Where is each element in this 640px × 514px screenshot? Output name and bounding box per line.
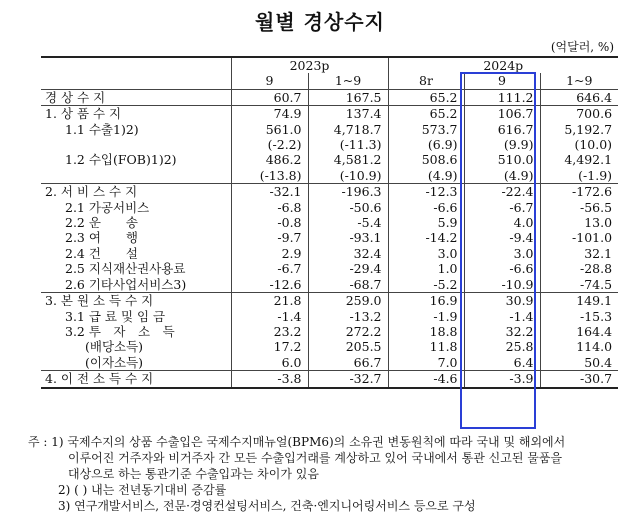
cell-value: 561.0 xyxy=(231,122,308,137)
cell-value: 21.8 xyxy=(231,293,308,309)
cell-value: 16.9 xyxy=(388,293,464,309)
cell-value: 32.1 xyxy=(540,246,618,261)
cell-value: 17.2 xyxy=(231,339,308,354)
cell-value: -32.1 xyxy=(231,184,308,200)
row-label: 2.1 가공서비스 xyxy=(65,199,150,215)
row-label: 3.2 투 자 소 득 xyxy=(65,323,175,339)
cell-value: -3.8 xyxy=(231,371,308,388)
cell-value: 65.2 xyxy=(388,106,464,122)
cell-value: -6.7 xyxy=(231,261,308,276)
cell-value: 30.9 xyxy=(464,293,540,309)
row-label: 1.2 수입(FOB)1)2) xyxy=(65,152,177,168)
cell-value: 6.0 xyxy=(231,355,308,371)
cell-value: -68.7 xyxy=(308,277,388,293)
col-header: 8r xyxy=(388,73,464,89)
cell-value: 3.0 xyxy=(388,246,464,261)
col-header: 1~9 xyxy=(540,73,618,89)
cell-value: 23.2 xyxy=(231,324,308,339)
table-row xyxy=(41,293,618,309)
cell-value: 4,581.2 xyxy=(308,152,388,167)
cell-value: 5,192.7 xyxy=(540,122,618,137)
cell-value: (-13.8) xyxy=(231,168,308,184)
header-blank xyxy=(41,57,231,73)
cell-value: -93.1 xyxy=(308,230,388,245)
row-label: 2.6 기타사업서비스3) xyxy=(65,276,187,292)
cell-value: 65.2 xyxy=(388,89,464,105)
cell-value: 106.7 xyxy=(464,106,540,122)
cell-value: (-10.9) xyxy=(308,168,388,184)
cell-value: -6.6 xyxy=(388,200,464,215)
table-row xyxy=(41,309,618,324)
table-row xyxy=(41,230,618,245)
cell-value: -1.4 xyxy=(464,309,540,324)
cell-value: 646.4 xyxy=(540,89,618,105)
cell-value: -14.2 xyxy=(388,230,464,245)
cell-value: -6.8 xyxy=(231,200,308,215)
cell-value: 18.8 xyxy=(388,324,464,339)
cell-value: 486.2 xyxy=(231,152,308,167)
cell-value: -9.4 xyxy=(464,230,540,245)
cell-value: -15.3 xyxy=(540,309,618,324)
cell-value: -28.8 xyxy=(540,261,618,276)
cell-value: 1.0 xyxy=(388,261,464,276)
cell-value: 2.9 xyxy=(231,246,308,261)
cell-value: 167.5 xyxy=(308,89,388,105)
row-label: 경 상 수 지 xyxy=(41,89,231,105)
cell-value: 111.2 xyxy=(464,89,540,105)
cell-value: 149.1 xyxy=(540,293,618,309)
header-2024: 2024p xyxy=(388,57,618,73)
cell-value: 510.0 xyxy=(464,152,540,167)
table-row xyxy=(41,168,618,184)
row-label: 2. 서 비 스 수 지 xyxy=(41,184,231,200)
cell-value: 3.0 xyxy=(464,246,540,261)
cell-value: 508.6 xyxy=(388,152,464,167)
cell-value: 164.4 xyxy=(540,324,618,339)
cell-value: -3.9 xyxy=(464,371,540,388)
cell-value: -30.7 xyxy=(540,371,618,388)
cell-value: (9.9) xyxy=(464,137,540,152)
cell-value: (-1.9) xyxy=(540,168,618,184)
cell-value: 272.2 xyxy=(308,324,388,339)
cell-value: -6.6 xyxy=(464,261,540,276)
row-label: 2.4 건 설 xyxy=(65,245,139,261)
cell-value: 66.7 xyxy=(308,355,388,371)
cell-value: 4.0 xyxy=(464,215,540,230)
cell-value: 259.0 xyxy=(308,293,388,309)
table-row xyxy=(41,246,618,261)
cell-value: 74.9 xyxy=(231,106,308,122)
cell-value: -1.4 xyxy=(231,309,308,324)
row-label: 1. 상 품 수 지 xyxy=(41,106,231,122)
cell-value: (6.9) xyxy=(388,137,464,152)
table-row xyxy=(41,215,618,230)
col-header: 9 xyxy=(464,73,540,89)
cell-value: (-11.3) xyxy=(308,137,388,152)
cell-value: -32.7 xyxy=(308,371,388,388)
cell-value: -29.4 xyxy=(308,261,388,276)
row-label: 3. 본 원 소 득 수 지 xyxy=(41,293,231,309)
cell-value: (-2.2) xyxy=(231,137,308,152)
cell-value: -12.3 xyxy=(388,184,464,200)
cell-value: 50.4 xyxy=(540,355,618,371)
cell-value: -9.7 xyxy=(231,230,308,245)
cell-value: -13.2 xyxy=(308,309,388,324)
header-blank-2 xyxy=(41,73,231,89)
cell-value: 25.8 xyxy=(464,339,540,354)
footnote-line: 2) ( ) 내는 전년동기대비 증감률 xyxy=(58,483,227,497)
cell-value: 205.5 xyxy=(308,339,388,354)
row-label: 4. 이 전 소 득 수 지 xyxy=(41,371,231,388)
cell-value: -56.5 xyxy=(540,200,618,215)
row-label: (이자소득) xyxy=(85,354,144,370)
unit-label: (억달러, %) xyxy=(550,40,614,54)
cell-value: -6.7 xyxy=(464,200,540,215)
footnote-line: 주 : 1) 국제수지의 상품 수출입은 국제수지매뉴얼(BPM6)의 소유권 변동원칙에 따라 국내 및 해외에서 xyxy=(28,435,566,449)
cell-value: 4,718.7 xyxy=(308,122,388,137)
cell-value: 114.0 xyxy=(540,339,618,354)
cell-value: 11.8 xyxy=(388,339,464,354)
cell-value: (4.9) xyxy=(464,168,540,184)
cell-value: -74.5 xyxy=(540,277,618,293)
table-row xyxy=(41,137,618,152)
cell-value: 573.7 xyxy=(388,122,464,137)
cell-value: -196.3 xyxy=(308,184,388,200)
cell-value: 5.9 xyxy=(388,215,464,230)
row-label: (배당소득) xyxy=(85,339,144,355)
cell-value: 32.4 xyxy=(308,246,388,261)
table-row xyxy=(41,277,618,293)
cell-value: -1.9 xyxy=(388,309,464,324)
row-label: 3.1 급 료 및 임 금 xyxy=(65,308,166,324)
row-label: 2.3 여 행 xyxy=(65,230,139,246)
cell-value: 700.6 xyxy=(540,106,618,122)
col-header: 1~9 xyxy=(308,73,388,89)
cell-value: 13.0 xyxy=(540,215,618,230)
cell-value: -12.6 xyxy=(231,277,308,293)
cell-value: -4.6 xyxy=(388,371,464,388)
table-row xyxy=(41,184,618,200)
table-row xyxy=(41,355,618,371)
cell-value: 6.4 xyxy=(464,355,540,371)
cell-value: -22.4 xyxy=(464,184,540,200)
row-label xyxy=(41,137,231,152)
cell-value: -5.4 xyxy=(308,215,388,230)
row-label: 1.1 수출1)2) xyxy=(65,121,139,137)
cell-value: 60.7 xyxy=(231,89,308,105)
row-label xyxy=(41,168,231,184)
table-row xyxy=(41,339,618,354)
col-header: 9 xyxy=(231,73,308,89)
cell-value: -5.2 xyxy=(388,277,464,293)
cell-value: -0.8 xyxy=(231,215,308,230)
cell-value: 4,492.1 xyxy=(540,152,618,167)
header-2023: 2023p xyxy=(231,57,388,73)
footnote-line: 3) 연구개발서비스, 전문·경영컨설팅서비스, 건축·엔지니어링서비스 등으로 구성 xyxy=(58,499,476,513)
table-row xyxy=(41,200,618,215)
page-title: 월별 경상수지 xyxy=(255,10,385,34)
cell-value: 616.7 xyxy=(464,122,540,137)
current-account-table xyxy=(41,56,618,389)
table-row xyxy=(41,122,618,137)
table-row xyxy=(41,371,618,388)
cell-value: 137.4 xyxy=(308,106,388,122)
cell-value: (4.9) xyxy=(388,168,464,184)
table-row xyxy=(41,89,618,105)
table-row xyxy=(41,324,618,339)
row-label: 2.2 운 송 xyxy=(65,215,139,231)
cell-value: 7.0 xyxy=(388,355,464,371)
footnote-line: 이루어진 거주자와 비거주자 간 모든 수출입거래를 계상하고 있어 국내에서 통관 신고된 물품을 xyxy=(68,451,563,465)
cell-value: -101.0 xyxy=(540,230,618,245)
cell-value: -172.6 xyxy=(540,184,618,200)
footnotes xyxy=(28,434,628,514)
row-label: 2.5 지식재산권사용료 xyxy=(65,261,186,277)
table-row xyxy=(41,261,618,276)
table-row xyxy=(41,152,618,167)
footnote-line: 대상으로 하는 통관기준 수출입과는 차이가 있음 xyxy=(68,467,319,481)
cell-value: -10.9 xyxy=(464,277,540,293)
cell-value: 32.2 xyxy=(464,324,540,339)
cell-value: -50.6 xyxy=(308,200,388,215)
cell-value: (10.0) xyxy=(540,137,618,152)
table-row xyxy=(41,106,618,122)
